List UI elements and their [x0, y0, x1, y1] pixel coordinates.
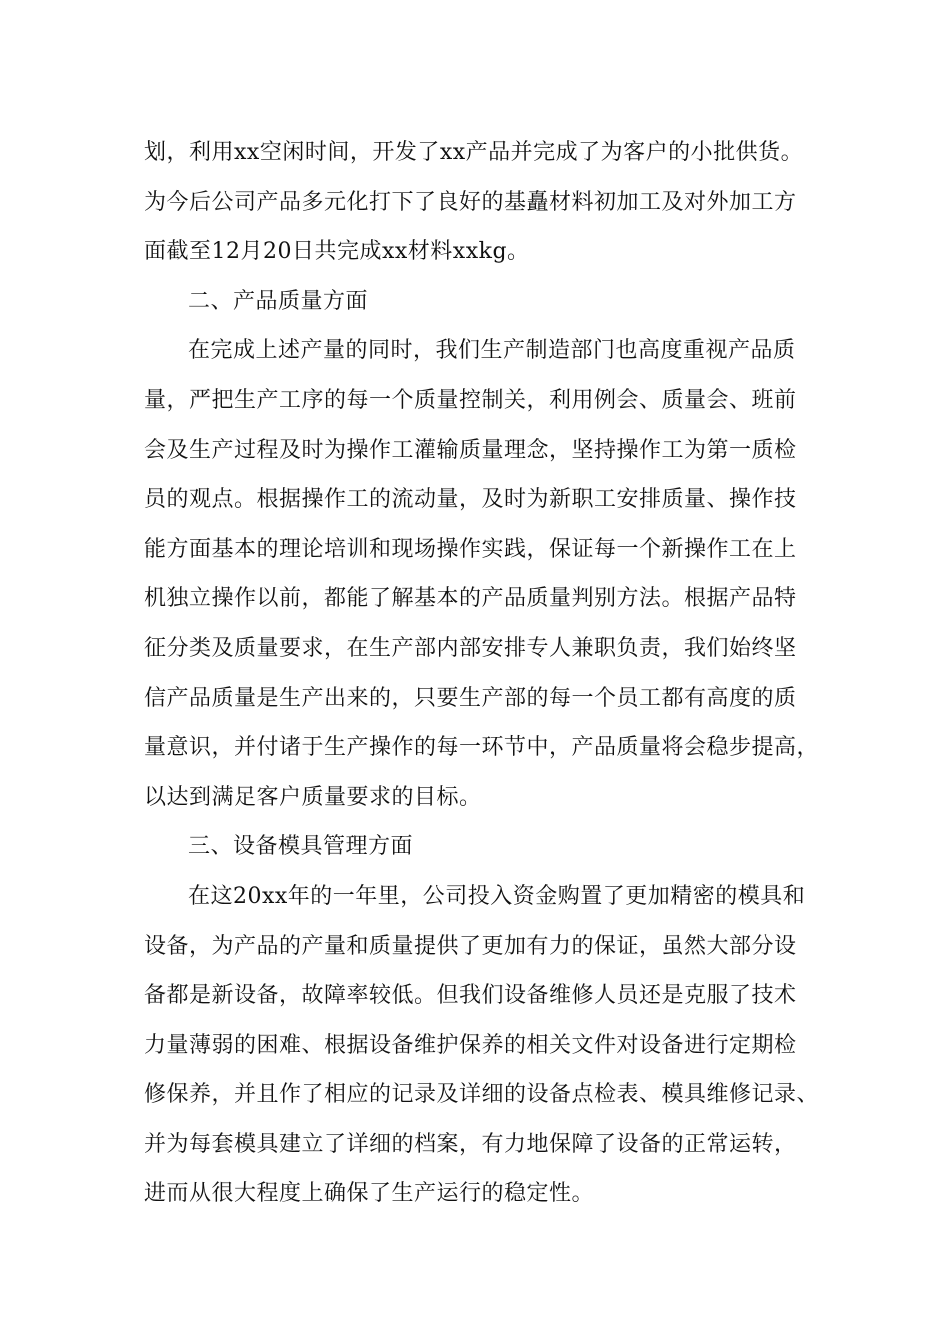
text-line: 进而从很大程度上确保了生产运行的稳定性。 [144, 1181, 595, 1207]
text-line: 会及生产过程及时为操作工灌输质量理念，坚持操作工为第一质检 [144, 437, 797, 463]
text-line: 能方面基本的理论培训和现场操作实践，保证每一个新操作工在上 [144, 536, 797, 562]
text-line: 量意识，并付诸于生产操作的每一环节中，产品质量将会稳步提高， [144, 735, 820, 761]
text-line: 征分类及质量要求，在生产部内部安排专人兼职负责，我们始终坚 [144, 635, 797, 661]
text-line: 以达到满足客户质量要求的目标。 [144, 784, 482, 810]
text-line: 面截至12月20日共完成xx材料xxkg。 [144, 239, 530, 265]
text-line: 三、设备模具管理方面 [188, 834, 414, 860]
text-line: 力量薄弱的困难、根据设备维护保养的相关文件对设备进行定期检 [144, 1032, 797, 1058]
text-line: 在完成上述产量的同时，我们生产制造部门也高度重视产品质 [188, 338, 796, 364]
text-line: 在这20xx年的一年里，公司投入资金购置了更加精密的模具和 [188, 883, 806, 909]
text-line: 信产品质量是生产出来的，只要生产部的每一个员工都有高度的质 [144, 685, 797, 711]
text-line: 修保养，并且作了相应的记录及详细的设备点检表、模具维修记录、 [144, 1082, 820, 1108]
text-line: 机独立操作以前，都能了解基本的产品质量判别方法。根据产品特 [144, 586, 797, 612]
text-line: 量，严把生产工序的每一个质量控制关，利用例会、质量会、班前 [144, 387, 797, 413]
text-line: 员的观点。根据操作工的流动量，及时为新职工安排质量、操作技 [144, 487, 797, 513]
text-line: 二、产品质量方面 [188, 288, 369, 314]
text-line: 设备，为产品的产量和质量提供了更加有力的保证，虽然大部分设 [144, 933, 797, 959]
text-line: 备都是新设备，故障率较低。但我们设备维修人员还是克服了技术 [144, 983, 797, 1009]
text-line: 为今后公司产品多元化打下了良好的基矗材料初加工及对外加工方 [144, 189, 797, 215]
document-body [144, 128, 834, 1219]
text-line: 并为每套模具建立了详细的档案，有力地保障了设备的正常运转， [144, 1131, 797, 1157]
text-line: 划，利用xx空闲时间，开发了xx产品并完成了为客户的小批供货。 [144, 140, 804, 165]
